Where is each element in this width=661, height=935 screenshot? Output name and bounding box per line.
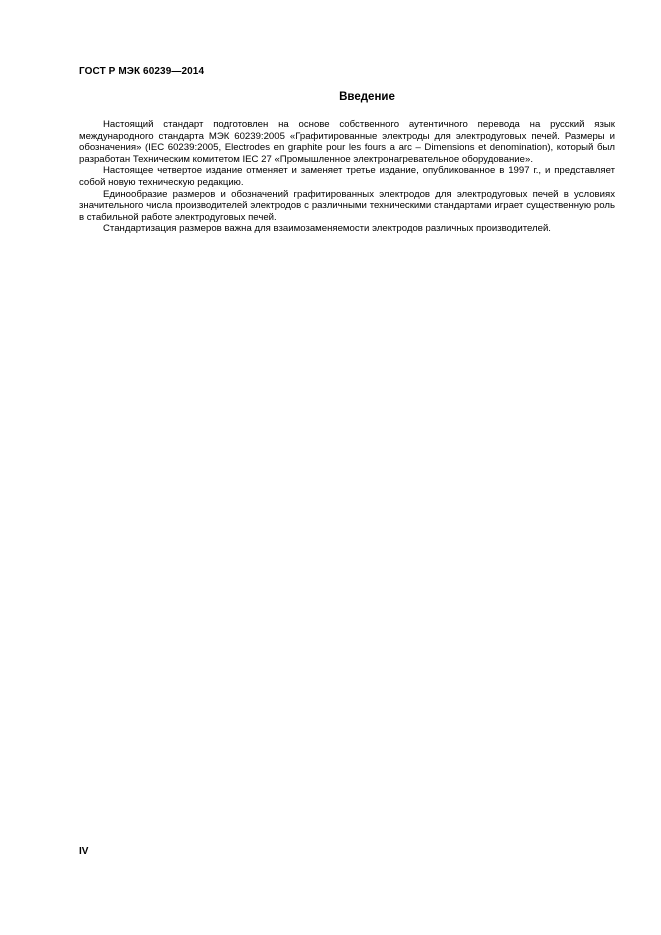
document-code: ГОСТ Р МЭК 60239—2014 [79,66,205,77]
paragraph: Настоящий стандарт подготовлен на основе собственного аутентичного перевода на русский язык международного стандарта МЭК 60239:2005 «Графитированные электроды для электродуговых печей. Размеры и обозначения» (IEC 60239:2005, Electrodes en graphite pour les fours a arc – Dimensions et denomination), который был разработан Техническим комитетом IEC 27 «Промышленное электронагревательное оборудование». [79,119,615,165]
paragraph: Стандартизация размеров важна для взаимозаменяемости электродов различных производителей. [103,223,551,235]
paragraph: Настоящее четвертое издание отменяет и заменяет третье издание, опубликованное в 1997 г., и представляет собой новую техническую редакцию. [79,165,615,188]
section-title: Введение [339,91,395,103]
section-body [79,119,615,235]
paragraph: Единообразие размеров и обозначений графитированных электродов для электродуговых печей в условиях значительного числа производителей электродов с различными техническими стандартами играет существенную роль в стабильной работе электродуговых печей. [79,188,615,223]
page-number: IV [79,846,89,857]
